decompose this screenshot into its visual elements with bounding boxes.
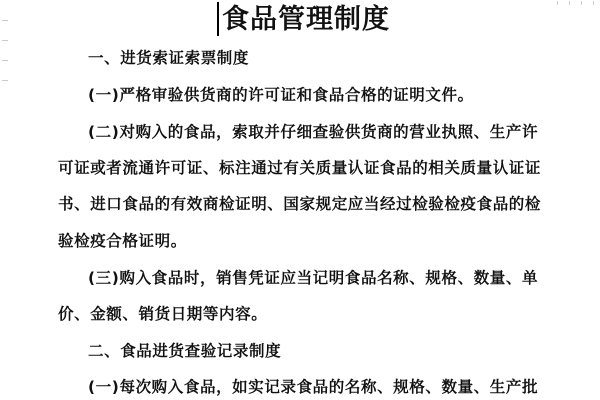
text-cursor	[217, 2, 219, 36]
paragraph-line[interactable]: 价、金额、销货日期等内容。	[58, 305, 268, 323]
paragraph-line[interactable]: 验检疫合格证明。	[58, 232, 187, 250]
horizontal-ruler	[540, 0, 600, 8]
vertical-ruler	[0, 0, 12, 400]
paragraph-line[interactable]: (三)购入食品时，销售凭证应当记明食品名称、规格、数量、单	[88, 269, 539, 287]
paragraph-line[interactable]: 书、进口食品的有效商检证明、国家规定应当经过检验检疫食品的检	[58, 195, 542, 213]
document-title[interactable]: 食品管理制度	[222, 4, 390, 35]
paragraph-line[interactable]: 可证或者流通许可证、标注通过有关质量认证食品的相关质量认证证	[58, 159, 542, 177]
paragraph-line[interactable]: (一)每次购入食品，如实记录食品的名称、规格、数量、生产批	[88, 378, 539, 396]
paragraph-line[interactable]: (二)对购入的食品，索取并仔细查验供货商的营业执照、生产许	[88, 123, 539, 141]
paragraph-line[interactable]: (一)严格审验供货商的许可证和食品合格的证明文件。	[88, 86, 474, 104]
section-heading-2[interactable]: 二、食品进货查验记录制度	[88, 342, 282, 360]
section-heading-1[interactable]: 一、进货索证索票制度	[88, 49, 250, 67]
